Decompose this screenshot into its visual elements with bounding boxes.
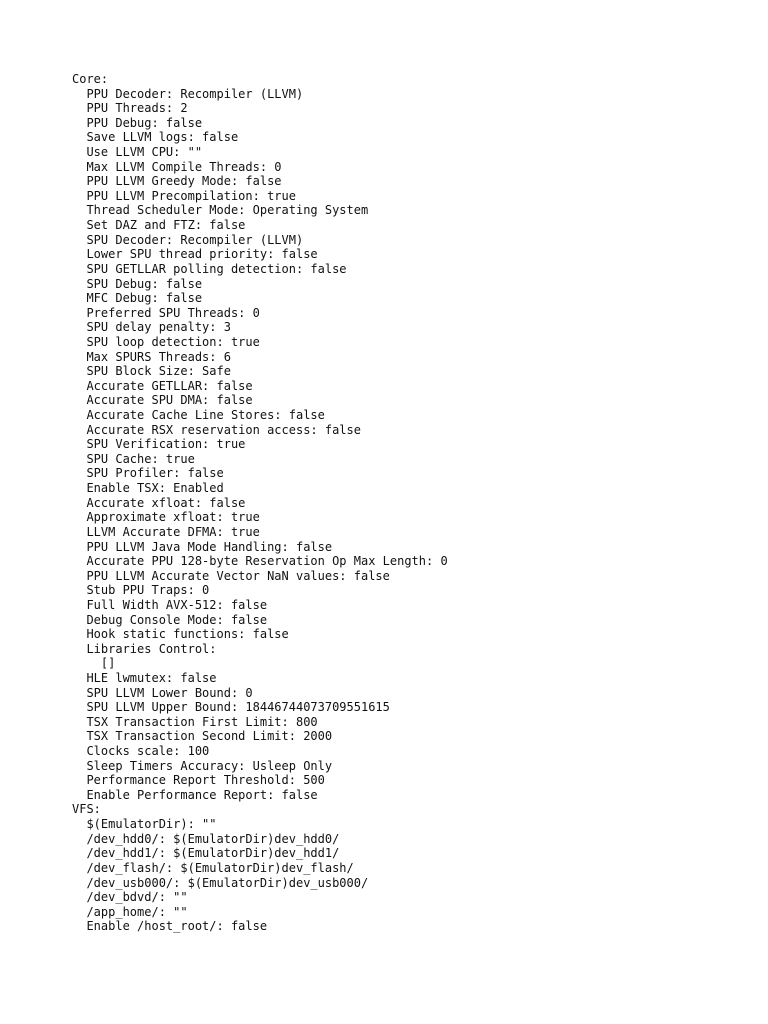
config-line: SPU LLVM Upper Bound: 18446744073709551615: [72, 700, 390, 715]
config-line: PPU LLVM Accurate Vector NaN values: false: [72, 568, 390, 583]
config-document: [72, 72, 448, 934]
config-line: []: [72, 656, 116, 671]
config-line: Stub PPU Traps: 0: [72, 583, 210, 598]
config-line: SPU Profiler: false: [72, 466, 224, 481]
config-line: MFC Debug: false: [72, 291, 203, 306]
config-line: Accurate GETLLAR: false: [72, 378, 253, 393]
config-line: SPU Cache: true: [72, 451, 195, 466]
config-line: Accurate SPU DMA: false: [72, 393, 253, 408]
config-line: Enable Performance Report: false: [72, 787, 318, 802]
config-line: Enable TSX: Enabled: [72, 481, 224, 496]
config-line: Accurate xfloat: false: [72, 495, 246, 510]
config-line: HLE lwmutex: false: [72, 670, 217, 685]
config-line: Hook static functions: false: [72, 627, 289, 642]
config-line: Use LLVM CPU: "": [72, 145, 203, 160]
config-line: SPU LLVM Lower Bound: 0: [72, 685, 253, 700]
config-line: Clocks scale: 100: [72, 744, 210, 759]
config-line: Enable /host_root/: false: [72, 919, 268, 934]
config-line: TSX Transaction First Limit: 800: [72, 714, 318, 729]
config-line: SPU delay penalty: 3: [72, 320, 231, 335]
config-line: /dev_hdd0/: $(EmulatorDir)dev_hdd0/: [72, 831, 340, 846]
config-line: Lower SPU thread priority: false: [72, 247, 318, 262]
config-line: PPU Debug: false: [72, 115, 203, 130]
config-line: /dev_bdvd/: "": [72, 890, 188, 905]
config-line: Approximate xfloat: true: [72, 510, 260, 525]
config-line: TSX Transaction Second Limit: 2000: [72, 729, 333, 744]
config-line: Accurate RSX reservation access: false: [72, 422, 361, 437]
config-line: Core:: [72, 72, 109, 86]
config-line: Full Width AVX-512: false: [72, 597, 268, 612]
config-line: PPU LLVM Java Mode Handling: false: [72, 539, 333, 554]
config-line: VFS:: [72, 802, 101, 817]
config-line: Libraries Control:: [72, 641, 217, 656]
config-line: /dev_usb000/: $(EmulatorDir)dev_usb000/: [72, 875, 369, 890]
config-line: SPU GETLLAR polling detection: false: [72, 261, 347, 276]
config-line: /dev_hdd1/: $(EmulatorDir)dev_hdd1/: [72, 846, 340, 861]
config-line: Max SPURS Threads: 6: [72, 349, 231, 364]
config-line: /app_home/: "": [72, 904, 188, 919]
config-line: SPU Decoder: Recompiler (LLVM): [72, 232, 304, 247]
config-line: SPU Debug: false: [72, 276, 203, 291]
config-line: SPU Verification: true: [72, 437, 246, 452]
config-line: Accurate Cache Line Stores: false: [72, 408, 325, 423]
config-line: PPU Threads: 2: [72, 101, 188, 116]
config-line: Preferred SPU Threads: 0: [72, 305, 260, 320]
config-line: Thread Scheduler Mode: Operating System: [72, 203, 369, 218]
config-line: LLVM Accurate DFMA: true: [72, 524, 260, 539]
config-line: Performance Report Threshold: 500: [72, 773, 325, 788]
config-line: PPU LLVM Precompilation: true: [72, 188, 296, 203]
config-line: SPU Block Size: Safe: [72, 364, 231, 379]
config-line: PPU Decoder: Recompiler (LLVM): [72, 86, 304, 101]
config-line: PPU LLVM Greedy Mode: false: [72, 174, 282, 189]
config-line: Accurate PPU 128-byte Reservation Op Max Length: 0: [72, 554, 448, 569]
config-line: $(EmulatorDir): "": [72, 817, 217, 832]
config-line: SPU loop detection: true: [72, 334, 260, 349]
config-line: Max LLVM Compile Threads: 0: [72, 159, 282, 174]
config-line: Debug Console Mode: false: [72, 612, 268, 627]
config-line: Save LLVM logs: false: [72, 130, 239, 145]
config-line: Set DAZ and FTZ: false: [72, 218, 246, 233]
config-line: Sleep Timers Accuracy: Usleep Only: [72, 758, 333, 773]
config-line: /dev_flash/: $(EmulatorDir)dev_flash/: [72, 860, 354, 875]
